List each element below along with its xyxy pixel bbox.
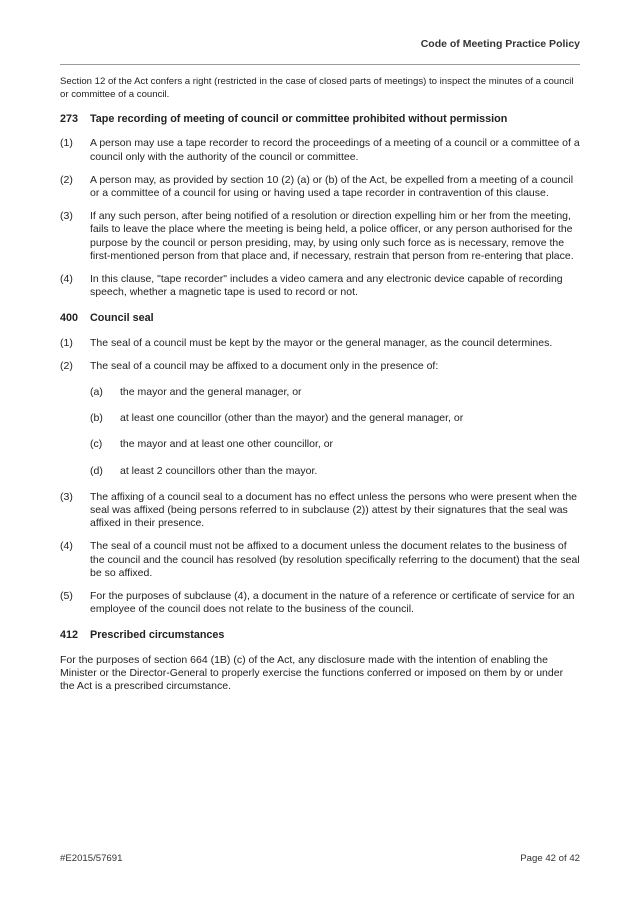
section-number: 412 [60,629,79,642]
clause-number: (3) [60,210,73,223]
clause [60,174,580,200]
section-number: 400 [60,312,79,325]
section-number: 273 [60,113,79,126]
section-273-heading [60,113,580,126]
subclause [90,386,580,399]
page-number: Page 42 of 42 [520,853,580,864]
clause [60,210,580,263]
subclause [90,438,580,451]
clause-number: (2) [60,359,73,372]
clause-text: If any such person, after being notified of a resolution or direction expelling him or her from the meeting, fails to leave the place where the meeting is being held, a police officer, or any person authorised for the purpose by the council or person presiding, may, by using only such force as is necessary, remove the first-mentioned person from that place and, if necessary, restrain that person from re-entering that place. [90,210,574,262]
clause [60,273,580,299]
clause-number: (5) [60,590,73,603]
subclause-number: (b) [90,412,103,425]
clause-number: (2) [60,173,73,186]
clause-number: (3) [60,490,73,503]
subclause-number: (a) [90,386,103,399]
subclause [90,465,580,478]
subclause-number: (d) [90,464,103,477]
subclause-number: (c) [90,438,103,451]
subclause [90,412,580,425]
intro-paragraph: Section 12 of the Act confers a right (restricted in the case of closed parts of meetings) to inspect the minutes of a council or committee of a council. [60,76,574,100]
clause [60,337,580,350]
clause-text: The seal of a council may be affixed to a document only in the presence of: [90,359,439,372]
section-title: Tape recording of meeting of council or committee prohibited without permission [90,113,508,126]
clause-text: A person may use a tape recorder to record the proceedings of a meeting of a council or a committee of a council only with the authority of the council or committee. [90,137,580,163]
clause [60,590,580,616]
clause-number: (4) [60,273,73,286]
section-412-heading [60,629,580,642]
clause-text: A person may, as provided by section 10 (2) (a) or (b) of the Act, be expelled from a meeting of a council or a committee of a council for using or having used a tape recorder in contravention of this clause. [90,173,574,199]
document-reference: #E2015/57691 [60,853,123,864]
clause [60,137,580,163]
clause-text: The seal of a council must be kept by the mayor or the general manager, as the council determines. [90,336,553,349]
section-title: Council seal [90,312,154,325]
clause-number: (1) [60,137,73,150]
clause-number: (1) [60,336,73,349]
clause-text: For the purposes of subclause (4), a document in the nature of a reference or certificate of service for an employee of the council does not relate to the business of the council. [90,590,575,616]
subclause-text: the mayor and at least one other councillor, or [120,438,334,451]
clause [60,540,580,580]
clause [60,360,580,373]
clause [60,491,580,531]
section-title: Prescribed circumstances [90,629,225,642]
page-header-title: Code of Meeting Practice Policy [420,38,580,50]
clause-text: In this clause, "tape recorder" includes a video camera and any electronic device capable of recording speech, whether a magnetic tape is used to record or not. [90,273,563,299]
document-body [60,76,580,693]
subclause-text: at least 2 councillors other than the mayor. [120,464,318,477]
clause-number: (4) [60,540,73,553]
subclause-text: at least one councillor (other than the mayor) and the general manager, or [120,412,464,425]
header-divider [60,64,580,65]
subclause-text: the mayor and the general manager, or [120,386,302,399]
clause-text: The affixing of a council seal to a document has no effect unless the persons who were present when the seal was affixed (being persons referred to in subclause (2)) attest by their signatures that the seal was affixed in their presence. [90,490,577,530]
section-400-heading [60,312,580,325]
clause-text: The seal of a council must not be affixed to a document unless the document relates to the business of the council and the council has resolved (by resolution specifically referring to the document) that the seal be so affixed. [90,540,580,579]
section-body: For the purposes of section 664 (1B) (c) of the Act, any disclosure made with the intention of enabling the Minister or the Director-General to properly exercise the functions conferred or imposed on them by or under the Act is a prescribed circumstance. [60,653,564,693]
